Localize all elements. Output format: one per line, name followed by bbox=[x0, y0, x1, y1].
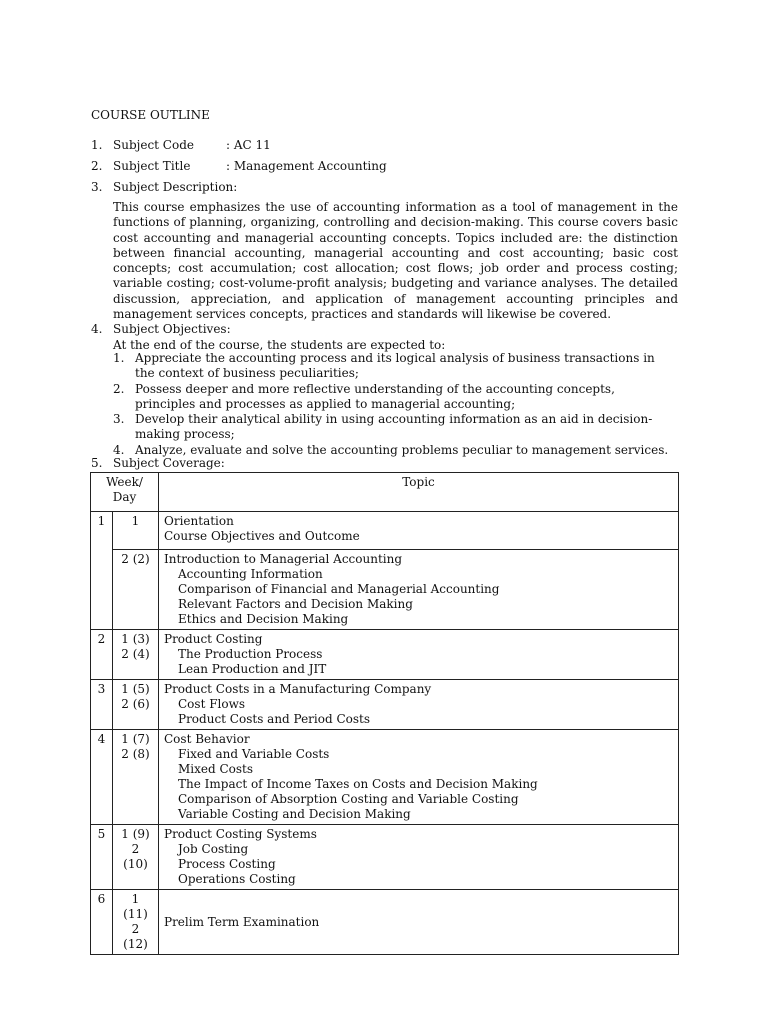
table-row bbox=[91, 630, 679, 680]
subtopic: Fixed and Variable Costs bbox=[178, 747, 330, 761]
day-label: 1 (5) bbox=[121, 682, 150, 696]
subtopic: The Production Process bbox=[178, 647, 323, 661]
list-item bbox=[113, 412, 678, 443]
topic-cell bbox=[159, 550, 679, 630]
list-item bbox=[113, 382, 678, 413]
list-item bbox=[113, 351, 678, 382]
week-cell: 1 bbox=[91, 512, 113, 630]
day-label: 1 (7) bbox=[121, 732, 150, 746]
topic-title: Course Objectives and Outcome bbox=[164, 529, 360, 543]
day-cell bbox=[113, 680, 159, 730]
day-cell bbox=[113, 890, 159, 955]
table-row bbox=[91, 680, 679, 730]
topic-title: Product Costs in a Manufacturing Company bbox=[164, 682, 432, 696]
day-label: 2 (10) bbox=[123, 842, 148, 871]
subtopic: Variable Costing and Decision Making bbox=[178, 807, 411, 821]
coverage-table bbox=[90, 472, 679, 955]
topic-title: Prelim Term Examination bbox=[164, 914, 320, 929]
item-number: 1. bbox=[91, 138, 103, 152]
topic-title: Cost Behavior bbox=[164, 732, 250, 746]
day-cell bbox=[113, 630, 159, 680]
topic-header: Topic bbox=[159, 473, 679, 512]
subtopic: Ethics and Decision Making bbox=[178, 612, 349, 626]
day-label: 1 (11) bbox=[123, 892, 148, 921]
topic-cell bbox=[159, 630, 679, 680]
list-number: 3. bbox=[113, 412, 125, 427]
list-number: 2. bbox=[113, 381, 125, 396]
day-cell bbox=[113, 730, 159, 825]
subject-title-value: : Management Accounting bbox=[226, 159, 387, 173]
topic-cell bbox=[159, 512, 679, 550]
subject-coverage-label: Subject Coverage: bbox=[113, 456, 225, 470]
day-label: 1 (9) bbox=[121, 827, 150, 841]
week-cell: 5 bbox=[91, 825, 113, 890]
list-text: Analyze, evaluate and solve the accounting problems peculiar to management services. bbox=[135, 442, 669, 457]
subtopic: Cost Flows bbox=[178, 697, 246, 711]
subtopic: Mixed Costs bbox=[178, 762, 254, 776]
day-label: 2 (6) bbox=[121, 697, 150, 711]
subject-objectives-label: Subject Objectives: bbox=[113, 322, 231, 336]
topic-title: Introduction to Managerial Accounting bbox=[164, 552, 403, 566]
week-day-header: Week/ Day bbox=[91, 473, 159, 512]
week-cell: 3 bbox=[91, 680, 113, 730]
topic-title: Product Costing bbox=[164, 632, 263, 646]
day-label: 1 (3) bbox=[121, 632, 150, 646]
table-row bbox=[91, 550, 679, 630]
list-text: Possess deeper and more reflective understanding of the accounting concepts, principles and processes as applied to managerial accounting; bbox=[135, 381, 615, 411]
table-row bbox=[91, 512, 679, 550]
subtopic: Comparison of Financial and Managerial Accounting bbox=[178, 582, 500, 596]
subject-description-label: Subject Description: bbox=[113, 180, 238, 194]
subtopic: Lean Production and JIT bbox=[178, 662, 327, 676]
item-number: 5. bbox=[91, 456, 103, 470]
table-header-row bbox=[91, 473, 679, 512]
day-label: 2 (12) bbox=[123, 922, 148, 951]
subtopic: Comparison of Absorption Costing and Variable Costing bbox=[178, 792, 519, 806]
week-cell: 6 bbox=[91, 890, 113, 955]
day-cell bbox=[113, 825, 159, 890]
topic-title: Orientation bbox=[164, 514, 234, 528]
week-cell: 2 bbox=[91, 630, 113, 680]
subject-description-text: This course emphasizes the use of accounting information as a tool of management in the functions of planning, organizing, controlling and decision-making. This course covers basic cost accounting and managerial accounting concepts. Topics included are: the distinction between financial accounting, managerial accounting and cost accounting; basic cost concepts; cost accumulation; cost allocation; cost flows; job order and process costing; variable costing; cost-volume-profit analysis; budgeting and variance analyses. The detailed discussion, appreciation, and application of management accounting principles and management services concepts, practices and standards will likewise be covered. bbox=[113, 200, 678, 322]
subject-title-label: Subject Title bbox=[113, 159, 191, 173]
table-row bbox=[91, 890, 679, 955]
subtopic: Product Costs and Period Costs bbox=[178, 712, 371, 726]
topic-title: Product Costing Systems bbox=[164, 827, 317, 841]
page-title: COURSE OUTLINE bbox=[91, 108, 210, 122]
subtopic: Relevant Factors and Decision Making bbox=[178, 597, 413, 611]
item-number: 4. bbox=[91, 322, 103, 336]
day-cell: 2 (2) bbox=[113, 550, 159, 630]
item-number: 3. bbox=[91, 180, 103, 194]
subtopic: Operations Costing bbox=[178, 872, 296, 886]
table-row bbox=[91, 825, 679, 890]
subject-code-value: : AC 11 bbox=[226, 138, 271, 152]
topic-cell bbox=[159, 680, 679, 730]
subtopic: Process Costing bbox=[178, 857, 276, 871]
item-number: 2. bbox=[91, 159, 103, 173]
topic-cell bbox=[159, 825, 679, 890]
subtopic: The Impact of Income Taxes on Costs and Decision Making bbox=[178, 777, 538, 791]
subtopic: Accounting Information bbox=[178, 567, 323, 581]
objectives-intro: At the end of the course, the students are expected to: bbox=[113, 338, 446, 352]
list-number: 4. bbox=[113, 442, 125, 457]
topic-cell bbox=[159, 730, 679, 825]
topic-cell bbox=[159, 890, 679, 955]
day-label: 2 (4) bbox=[121, 647, 150, 661]
list-text: Develop their analytical ability in using accounting information as an aid in decision-making process; bbox=[135, 412, 653, 442]
list-text: Appreciate the accounting process and its logical analysis of business transactions in the context of business peculiarities; bbox=[135, 351, 655, 381]
day-label: 2 (8) bbox=[121, 747, 150, 761]
day-cell: 1 bbox=[113, 512, 159, 550]
week-cell: 4 bbox=[91, 730, 113, 825]
list-number: 1. bbox=[113, 351, 125, 365]
subtopic: Job Costing bbox=[178, 842, 249, 856]
subject-code-label: Subject Code bbox=[113, 138, 194, 152]
table-row bbox=[91, 730, 679, 825]
objectives-list bbox=[113, 351, 678, 458]
